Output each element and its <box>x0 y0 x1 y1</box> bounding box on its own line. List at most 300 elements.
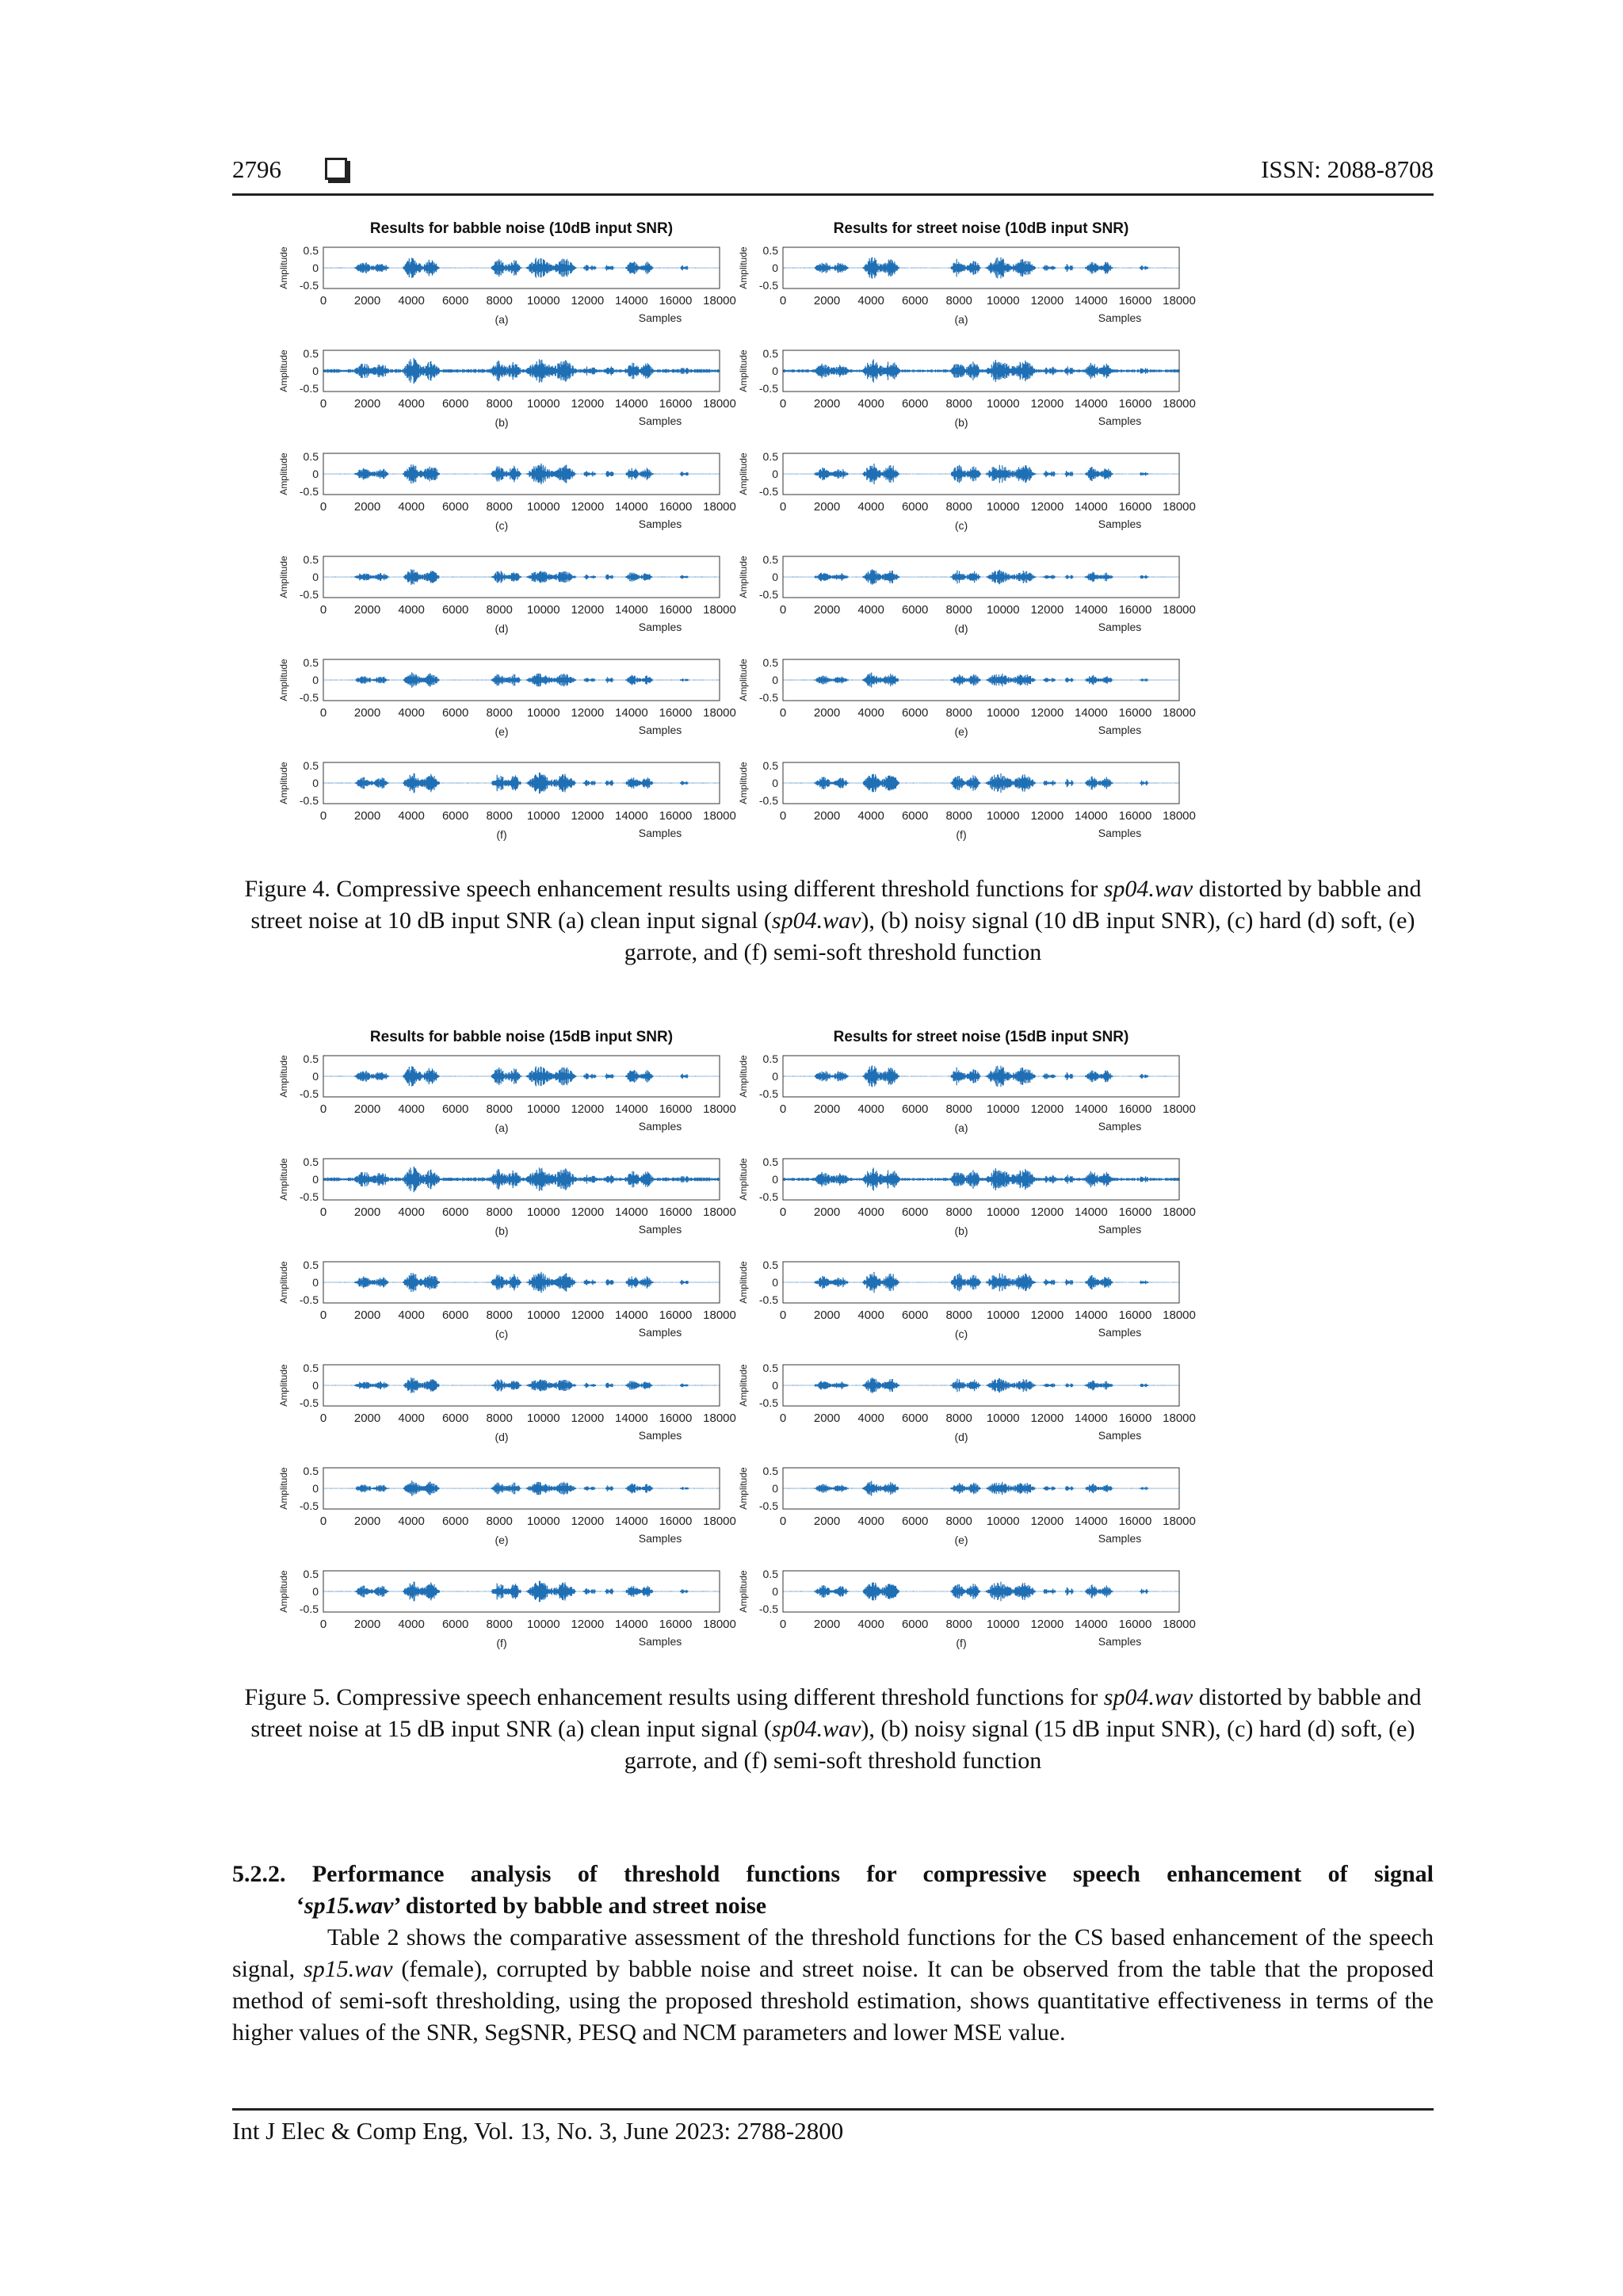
x-tick-label: 4000 <box>857 1412 884 1425</box>
x-tick-label: 10000 <box>986 1205 1020 1219</box>
y-tick-label: 0 <box>772 1482 778 1495</box>
fig4-street-panel-4 <box>738 553 1196 635</box>
x-tick-label: 18000 <box>1163 1205 1196 1219</box>
x-tick-label: 2000 <box>813 706 841 720</box>
waveform-trace <box>783 359 1179 382</box>
x-tick-label: 14000 <box>1075 294 1108 308</box>
figure-4 <box>268 216 1425 873</box>
x-tick-label: 16000 <box>659 1618 693 1631</box>
x-tick-label: 16000 <box>659 294 693 308</box>
x-tick-label: 16000 <box>659 1205 693 1219</box>
waveform-trace <box>783 257 1179 278</box>
x-axis-label: Samples <box>1098 1326 1142 1339</box>
x-tick-label: 16000 <box>659 1102 693 1116</box>
x-tick-label: 18000 <box>703 397 736 411</box>
x-tick-label: 10000 <box>986 809 1020 823</box>
x-tick-label: 4000 <box>857 500 884 514</box>
y-axis-label: Amplitude <box>738 1158 749 1201</box>
x-axis-label: Samples <box>1098 1429 1142 1442</box>
page-header <box>232 155 1434 196</box>
x-tick-label: 10000 <box>526 809 560 823</box>
panel-label: (b) <box>495 416 509 429</box>
y-axis-label: Amplitude <box>278 1055 289 1098</box>
x-tick-label: 6000 <box>441 500 469 514</box>
x-tick-label: 8000 <box>486 1618 513 1631</box>
fig4-babble-panel-1 <box>278 244 736 326</box>
x-tick-label: 18000 <box>1163 1515 1196 1528</box>
x-axis-label: Samples <box>638 827 682 839</box>
x-tick-label: 8000 <box>945 397 972 411</box>
y-tick-label: 0.5 <box>303 758 319 772</box>
x-tick-label: 8000 <box>945 1308 972 1322</box>
y-tick-label: 0.5 <box>303 1567 319 1580</box>
x-tick-label: 2000 <box>813 1205 841 1219</box>
x-tick-label: 10000 <box>986 1515 1020 1528</box>
y-tick-label: 0.5 <box>762 1361 778 1374</box>
x-tick-label: 6000 <box>441 1618 469 1631</box>
y-tick-label: 0 <box>772 1585 778 1598</box>
x-tick-label: 14000 <box>615 397 648 411</box>
y-axis-label: Amplitude <box>278 762 289 804</box>
y-axis-label: Amplitude <box>738 246 749 289</box>
y-tick-label: -0.5 <box>299 1499 319 1513</box>
panel-label: (f) <box>496 1637 507 1649</box>
x-axis-label: Samples <box>1098 518 1142 530</box>
y-axis-label: Amplitude <box>738 1055 749 1098</box>
x-tick-label: 6000 <box>901 603 929 617</box>
y-axis-label: Amplitude <box>738 762 749 804</box>
x-tick-label: 8000 <box>486 500 513 514</box>
x-tick-label: 18000 <box>1163 603 1196 617</box>
y-tick-label: 0 <box>312 674 319 686</box>
x-tick-label: 10000 <box>526 1102 560 1116</box>
x-tick-label: 0 <box>779 397 787 411</box>
y-tick-label: 0.5 <box>762 1464 778 1477</box>
x-tick-label: 2000 <box>813 1308 841 1322</box>
x-tick-label: 6000 <box>441 809 469 823</box>
y-tick-label: 0.5 <box>762 1052 778 1065</box>
x-tick-label: 12000 <box>571 1308 605 1322</box>
x-tick-label: 4000 <box>398 1515 425 1528</box>
fig4-street-panel-5 <box>738 656 1196 738</box>
x-tick-label: 4000 <box>857 603 884 617</box>
fig4-street-panel-6 <box>738 759 1196 841</box>
y-tick-label: 0 <box>312 1379 319 1392</box>
x-tick-label: 14000 <box>1075 1515 1108 1528</box>
x-tick-label: 0 <box>319 397 327 411</box>
x-tick-label: 6000 <box>441 603 469 617</box>
x-tick-label: 12000 <box>1030 706 1064 720</box>
y-tick-label: 0.5 <box>303 1464 319 1477</box>
x-tick-label: 0 <box>319 706 327 720</box>
x-axis-label: Samples <box>638 1429 682 1442</box>
figure-4-plots <box>268 216 1425 873</box>
panel-label: (d) <box>495 1431 509 1443</box>
x-tick-label: 16000 <box>1118 706 1152 720</box>
x-tick-label: 6000 <box>901 1515 929 1528</box>
y-tick-label: -0.5 <box>758 1087 778 1101</box>
x-tick-label: 0 <box>319 1515 327 1528</box>
y-tick-label: 0.5 <box>303 243 319 257</box>
x-tick-label: 14000 <box>1075 706 1108 720</box>
x-tick-label: 14000 <box>1075 1205 1108 1219</box>
x-tick-label: 4000 <box>398 809 425 823</box>
waveform-trace <box>783 464 1179 484</box>
x-tick-label: 12000 <box>1030 1412 1064 1425</box>
x-tick-label: 0 <box>779 1205 787 1219</box>
fig5-street-panel-4 <box>738 1362 1196 1443</box>
x-tick-label: 0 <box>779 1515 787 1528</box>
figure-5-plots <box>268 1024 1425 1682</box>
x-tick-label: 14000 <box>1075 1412 1108 1425</box>
waveform-trace <box>783 1377 1179 1393</box>
y-tick-label: 0.5 <box>762 1567 778 1580</box>
x-axis-label: Samples <box>1098 724 1142 736</box>
y-tick-label: -0.5 <box>299 794 319 808</box>
x-axis-label: Samples <box>1098 311 1142 324</box>
fig4-babble-panel-5 <box>278 656 736 738</box>
x-tick-label: 12000 <box>1030 1102 1064 1116</box>
x-tick-label: 6000 <box>901 1102 929 1116</box>
y-tick-label: -0.5 <box>758 588 778 602</box>
panel-label: (a) <box>495 313 509 326</box>
y-axis-label: Amplitude <box>278 1467 289 1510</box>
x-tick-label: 16000 <box>659 603 693 617</box>
x-tick-label: 16000 <box>1118 1102 1152 1116</box>
x-axis-label: Samples <box>1098 1120 1142 1133</box>
y-tick-label: -0.5 <box>758 794 778 808</box>
y-axis-label: Amplitude <box>278 1158 289 1201</box>
fig5-babble-title: Results for babble noise (15dB input SNR) <box>369 1029 674 1045</box>
x-tick-label: 4000 <box>398 1102 425 1116</box>
x-axis-label: Samples <box>638 1120 682 1133</box>
fig4-babble-panel-2 <box>278 347 736 429</box>
x-axis-label: Samples <box>1098 827 1142 839</box>
x-tick-label: 12000 <box>1030 809 1064 823</box>
x-tick-label: 2000 <box>813 397 841 411</box>
y-tick-label: 0.5 <box>303 552 319 566</box>
fig5-street-panel-5 <box>738 1465 1196 1546</box>
y-tick-label: 0 <box>312 1276 319 1289</box>
panel-label: (e) <box>954 1534 968 1546</box>
x-tick-label: 2000 <box>353 1618 381 1631</box>
y-axis-label: Amplitude <box>738 1467 749 1510</box>
y-tick-label: 0 <box>312 571 319 583</box>
x-tick-label: 4000 <box>857 1205 884 1219</box>
x-tick-label: 10000 <box>526 1308 560 1322</box>
waveform-trace <box>323 1167 720 1192</box>
y-tick-label: 0 <box>772 571 778 583</box>
x-tick-label: 16000 <box>659 500 693 514</box>
x-tick-label: 0 <box>779 603 787 617</box>
x-tick-label: 8000 <box>945 706 972 720</box>
y-axis-label: Amplitude <box>738 556 749 598</box>
fig4-babble-title: Results for babble noise (10dB input SNR) <box>369 220 674 237</box>
panel-label: (e) <box>495 1534 509 1546</box>
fig4-street-panel-1 <box>738 244 1196 326</box>
issn-label: ISSN: 2088-8708 <box>1261 155 1434 183</box>
x-tick-label: 12000 <box>1030 1205 1064 1219</box>
x-tick-label: 0 <box>319 1102 327 1116</box>
x-tick-label: 4000 <box>398 1412 425 1425</box>
panel-label: (b) <box>954 1224 968 1237</box>
x-tick-label: 2000 <box>353 809 381 823</box>
x-tick-label: 2000 <box>813 294 841 308</box>
y-axis-label: Amplitude <box>278 556 289 598</box>
x-tick-label: 4000 <box>398 294 425 308</box>
y-tick-label: 0 <box>772 1173 778 1186</box>
fig4-babble-panel-3 <box>278 450 736 532</box>
fig5-street-panel-1 <box>738 1052 1196 1134</box>
x-tick-label: 0 <box>779 1412 787 1425</box>
x-tick-label: 2000 <box>353 603 381 617</box>
y-tick-label: 0 <box>772 1276 778 1289</box>
x-tick-label: 10000 <box>986 1412 1020 1425</box>
panel-label: (c) <box>495 1328 509 1340</box>
x-tick-label: 12000 <box>571 706 605 720</box>
y-axis-label: Amplitude <box>738 1364 749 1407</box>
y-tick-label: 0 <box>772 262 778 274</box>
x-tick-label: 6000 <box>901 809 929 823</box>
x-tick-label: 4000 <box>398 706 425 720</box>
x-tick-label: 10000 <box>986 294 1020 308</box>
x-tick-label: 6000 <box>901 294 929 308</box>
x-tick-label: 14000 <box>615 1515 648 1528</box>
x-tick-label: 4000 <box>857 706 884 720</box>
waveform-trace <box>323 1272 720 1293</box>
x-tick-label: 8000 <box>486 1205 513 1219</box>
y-tick-label: -0.5 <box>758 1190 778 1204</box>
y-tick-label: -0.5 <box>299 485 319 499</box>
x-tick-label: 10000 <box>526 1618 560 1631</box>
x-tick-label: 6000 <box>441 1412 469 1425</box>
panel-label: (f) <box>496 828 507 841</box>
y-tick-label: 0.5 <box>762 449 778 463</box>
x-tick-label: 2000 <box>813 1412 841 1425</box>
body-paragraph: Table 2 shows the comparative assessment of the threshold functions for the CS based enhancement of the speech signal, sp15.wav (female), corrupted by babble noise and street noise. It can be observed from the table that the proposed method of semi-soft thresholding, using the proposed threshold estimation, shows quantitative effectiveness in terms of the higher values of the SNR, SegSNR, PESQ and NCM parameters and lower MSE value. <box>232 1924 1434 2046</box>
x-tick-label: 18000 <box>1163 1102 1196 1116</box>
x-tick-label: 16000 <box>1118 1618 1152 1631</box>
y-tick-label: -0.5 <box>758 485 778 499</box>
x-tick-label: 14000 <box>615 1618 648 1631</box>
x-axis-label: Samples <box>1098 621 1142 633</box>
y-axis-label: Amplitude <box>278 659 289 701</box>
x-tick-label: 14000 <box>1075 397 1108 411</box>
y-tick-label: -0.5 <box>299 1087 319 1101</box>
x-tick-label: 18000 <box>703 1412 736 1425</box>
x-axis-label: Samples <box>638 518 682 530</box>
x-tick-label: 12000 <box>571 809 605 823</box>
x-tick-label: 18000 <box>703 1102 736 1116</box>
y-tick-label: 0 <box>772 468 778 480</box>
x-tick-label: 8000 <box>945 1515 972 1528</box>
y-tick-label: 0.5 <box>303 1361 319 1374</box>
x-tick-label: 6000 <box>441 397 469 411</box>
fig5-street-panel-3 <box>738 1259 1196 1340</box>
journal-citation: Int J Elec & Comp Eng, Vol. 13, No. 3, June 2023: 2788-2800 <box>232 2117 844 2145</box>
y-tick-label: -0.5 <box>758 279 778 292</box>
y-axis-label: Amplitude <box>738 659 749 701</box>
x-axis-label: Samples <box>1098 415 1142 427</box>
x-tick-label: 10000 <box>986 706 1020 720</box>
figure-5 <box>268 1024 1425 1682</box>
y-tick-label: -0.5 <box>299 279 319 292</box>
x-tick-label: 16000 <box>1118 397 1152 411</box>
x-tick-label: 6000 <box>441 1205 469 1219</box>
y-tick-label: -0.5 <box>758 1603 778 1616</box>
y-tick-label: 0.5 <box>303 1155 319 1168</box>
waveform-trace <box>783 774 1179 793</box>
figure-5-caption: Figure 5. Compressive speech enhancement results using different threshold functions for sp04.wav distorted by babble and street noise at 15 dB input SNR (a) clean input signal (sp04.wav), (b) noisy signal (15 dB input SNR), (c) hard (d) soft, (e) garrote, and (f) semi-soft threshold function <box>244 1684 1422 1774</box>
x-tick-label: 0 <box>779 809 787 823</box>
x-tick-label: 10000 <box>526 1412 560 1425</box>
x-tick-label: 18000 <box>1163 809 1196 823</box>
x-tick-label: 0 <box>779 706 787 720</box>
waveform-trace <box>323 1377 720 1393</box>
x-axis-label: Samples <box>638 621 682 633</box>
section-heading-cont: ‘sp15.wav’ distorted by babble and street noise <box>296 1893 767 1919</box>
y-tick-label: 0 <box>312 262 319 274</box>
waveform-trace <box>783 1167 1179 1190</box>
x-tick-label: 8000 <box>486 1412 513 1425</box>
x-tick-label: 2000 <box>813 1618 841 1631</box>
figure-4-caption: Figure 4. Compressive speech enhancement results using different threshold functions for sp04.wav distorted by babble and street noise at 10 dB input SNR (a) clean input signal (sp04.wav), (b) noisy signal (10 dB input SNR), (c) hard (d) soft, (e) garrote, and (f) semi-soft threshold function <box>244 876 1422 965</box>
x-tick-label: 10000 <box>526 706 560 720</box>
x-tick-label: 6000 <box>441 294 469 308</box>
x-axis-label: Samples <box>638 1223 682 1236</box>
x-tick-label: 12000 <box>571 1102 605 1116</box>
y-tick-label: 0 <box>312 1173 319 1186</box>
x-tick-label: 14000 <box>615 706 648 720</box>
x-tick-label: 6000 <box>901 1308 929 1322</box>
y-axis-label: Amplitude <box>738 350 749 392</box>
y-axis-label: Amplitude <box>738 453 749 495</box>
x-tick-label: 8000 <box>486 1308 513 1322</box>
page-footer <box>232 2108 1434 2145</box>
x-tick-label: 4000 <box>857 1618 884 1631</box>
panel-label: (c) <box>954 1328 968 1340</box>
x-tick-label: 8000 <box>486 1515 513 1528</box>
x-tick-label: 14000 <box>615 294 648 308</box>
x-tick-label: 0 <box>319 1205 327 1219</box>
x-tick-label: 10000 <box>986 603 1020 617</box>
panel-label: (c) <box>495 519 509 532</box>
x-tick-label: 2000 <box>813 500 841 514</box>
fig5-babble-panel-4 <box>278 1362 736 1443</box>
x-tick-label: 0 <box>779 500 787 514</box>
x-tick-label: 4000 <box>857 1515 884 1528</box>
waveform-trace <box>783 1065 1179 1087</box>
y-axis-label: Amplitude <box>738 1261 749 1304</box>
x-tick-label: 16000 <box>1118 294 1152 308</box>
x-tick-label: 0 <box>779 1618 787 1631</box>
waveform-trace <box>783 1481 1179 1496</box>
x-tick-label: 16000 <box>1118 500 1152 514</box>
y-tick-label: 0.5 <box>762 552 778 566</box>
x-tick-label: 6000 <box>901 397 929 411</box>
x-tick-label: 2000 <box>353 1412 381 1425</box>
x-tick-label: 2000 <box>353 294 381 308</box>
y-tick-label: 0.5 <box>303 655 319 669</box>
x-tick-label: 10000 <box>526 397 560 411</box>
y-tick-label: 0.5 <box>762 655 778 669</box>
y-tick-label: -0.5 <box>758 1293 778 1307</box>
y-tick-label: -0.5 <box>299 382 319 395</box>
x-tick-label: 16000 <box>659 1412 693 1425</box>
x-tick-label: 16000 <box>1118 603 1152 617</box>
x-tick-label: 8000 <box>945 1102 972 1116</box>
fig4-street-panel-2 <box>738 347 1196 429</box>
x-tick-label: 8000 <box>945 294 972 308</box>
y-tick-label: 0.5 <box>762 243 778 257</box>
x-tick-label: 18000 <box>703 1308 736 1322</box>
y-tick-label: 0.5 <box>762 1258 778 1271</box>
x-tick-label: 2000 <box>353 500 381 514</box>
x-tick-label: 8000 <box>945 603 972 617</box>
x-tick-label: 16000 <box>659 1515 693 1528</box>
x-tick-label: 12000 <box>571 1515 605 1528</box>
x-tick-label: 0 <box>319 500 327 514</box>
fig4-street-title: Results for street noise (10dB input SNR) <box>833 220 1129 237</box>
x-tick-label: 6000 <box>901 1412 929 1425</box>
x-tick-label: 12000 <box>1030 500 1064 514</box>
x-tick-label: 8000 <box>486 397 513 411</box>
x-tick-label: 8000 <box>486 294 513 308</box>
fig4-babble-panel-6 <box>278 759 736 841</box>
x-tick-label: 18000 <box>1163 1308 1196 1322</box>
y-tick-label: 0 <box>312 777 319 789</box>
x-tick-label: 4000 <box>398 1205 425 1219</box>
x-tick-label: 18000 <box>703 1515 736 1528</box>
x-tick-label: 2000 <box>353 706 381 720</box>
x-tick-label: 14000 <box>615 1308 648 1322</box>
x-tick-label: 0 <box>319 294 327 308</box>
ballot-box-icon <box>325 158 347 180</box>
x-tick-label: 8000 <box>486 809 513 823</box>
x-tick-label: 4000 <box>857 809 884 823</box>
x-tick-label: 4000 <box>398 500 425 514</box>
fig5-street-title: Results for street noise (15dB input SNR) <box>833 1029 1129 1045</box>
x-tick-label: 16000 <box>1118 809 1152 823</box>
x-tick-label: 4000 <box>398 397 425 411</box>
y-axis-label: Amplitude <box>278 1570 289 1613</box>
x-axis-label: Samples <box>638 415 682 427</box>
panel-label: (a) <box>495 1121 509 1134</box>
x-tick-label: 4000 <box>857 1102 884 1116</box>
panel-label: (d) <box>954 1431 968 1443</box>
x-tick-label: 12000 <box>571 397 605 411</box>
y-tick-label: 0 <box>772 1070 778 1083</box>
panel-label: (e) <box>495 725 509 738</box>
waveform-trace <box>783 673 1179 688</box>
waveform-trace <box>323 358 720 384</box>
x-tick-label: 16000 <box>659 706 693 720</box>
y-tick-label: -0.5 <box>299 1293 319 1307</box>
x-tick-label: 10000 <box>526 603 560 617</box>
x-tick-label: 8000 <box>486 603 513 617</box>
x-tick-label: 12000 <box>1030 1515 1064 1528</box>
x-tick-label: 2000 <box>353 1102 381 1116</box>
x-tick-label: 8000 <box>486 1102 513 1116</box>
x-tick-label: 0 <box>319 1308 327 1322</box>
y-tick-label: 0 <box>772 1379 778 1392</box>
x-tick-label: 12000 <box>1030 1308 1064 1322</box>
x-tick-label: 16000 <box>659 809 693 823</box>
x-tick-label: 6000 <box>441 1102 469 1116</box>
waveform-trace <box>323 773 720 793</box>
x-axis-label: Samples <box>638 1635 682 1648</box>
x-tick-label: 18000 <box>703 809 736 823</box>
